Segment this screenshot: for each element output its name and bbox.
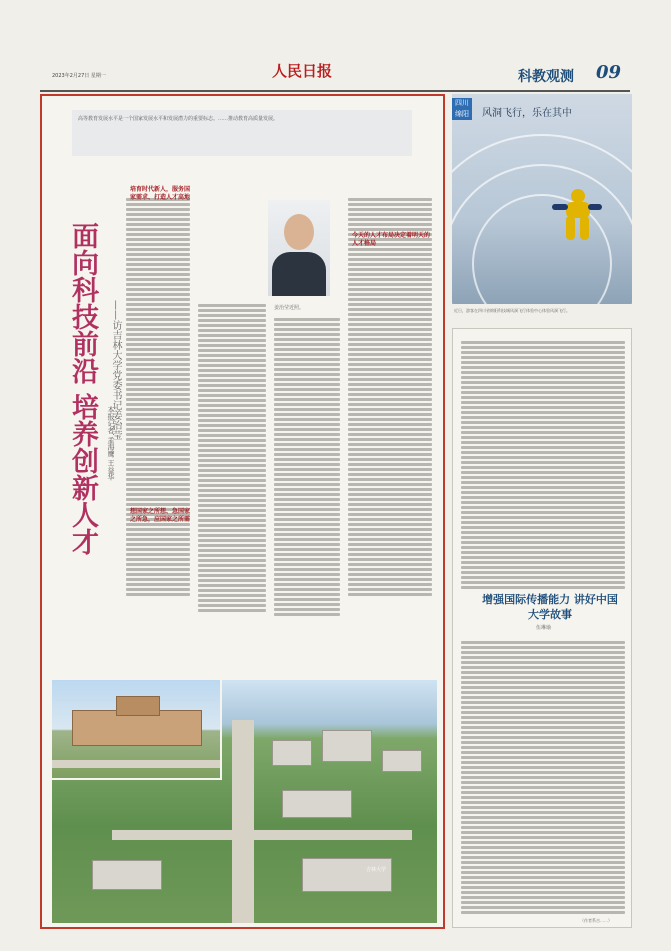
portrait-face [284,214,314,250]
building [272,740,312,766]
body-column [461,639,625,919]
body-column [198,302,266,672]
lead-text: 高等教育发展水平是一个国家发展水平和发展潜力的重要标志。……推动教育高质量发展。 [78,116,279,122]
byline-title: ——访吉林大学党委书记姜治莹 [110,300,121,440]
campus-road [112,830,412,840]
portrait-suit [272,252,326,296]
byline-author: 本报记者 孟海鹰 王益华 [107,406,115,481]
body-column [461,339,625,589]
right-footer: （作者系吉……） [580,918,612,923]
campus-road [52,760,222,768]
right-headline: 增强国际传播能力 讲好中国大学故事 [482,593,618,621]
headline: 面向科技前沿 培养创新人才 [67,222,98,556]
building [282,790,352,818]
body-column [274,316,340,672]
campus-road [232,720,254,923]
building-tower [116,696,160,716]
dateline: 2023年2月27日 星期一 [52,73,106,79]
section-title: 科教观测 [518,69,574,85]
photo-title: 风洞飞行，乐在其中 [482,108,572,119]
location-tag: 四川绵阳 [452,98,472,120]
photo-credit: 吉林大学 [366,867,387,873]
building [322,730,372,762]
portrait-caption: 姜治莹近照。 [274,305,305,311]
subhead: 想国家之所想、急国家之所急，应国家之所需 [130,508,191,523]
photo-caption: 近日，游客在四川省绵阳科技城风洞飞行体验中心体验风洞飞行。 [454,308,570,313]
campus-building-photo [52,680,222,780]
wind-tunnel-photo [452,94,632,304]
feature-article [40,94,445,929]
building [302,858,392,892]
skydiver-figure [548,186,604,246]
newspaper-name: 人民日报 [272,62,333,80]
body-column [348,196,432,672]
right-author: 伍琳瑜 [536,625,552,631]
portrait-photo [268,200,330,296]
body-column [126,196,190,672]
subhead: 今天的人才布局决定着明天的人才格局 [352,232,431,247]
page-number: 09 [596,62,622,83]
building [92,860,162,890]
building [382,750,422,772]
lead-box [72,110,412,156]
subhead: 培育时代新人，服务国家需求、打造人才高地 [130,186,191,201]
